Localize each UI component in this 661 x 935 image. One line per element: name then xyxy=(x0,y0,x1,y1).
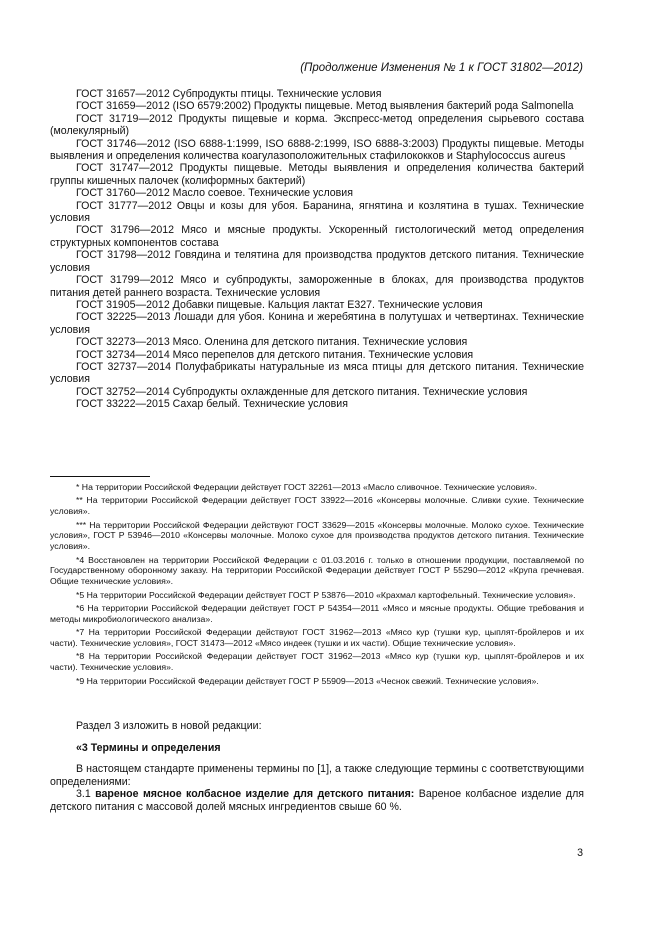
list-item: ГОСТ 31796—2012 Мясо и мясные продукты. Ускоренный гистологический метод определения структурных компонентов состава xyxy=(50,224,584,249)
term-definition xyxy=(50,788,584,813)
list-item: ГОСТ 32273—2013 Мясо. Оленина для детского питания. Технические условия xyxy=(76,336,468,349)
footnote: *7 На территории Российской Федерации действуют ГОСТ 31962—2013 «Мясо кур (тушки кур, цыплят-бройлеров и их части). Технические условия», ГОСТ 31473—2012 «Мясо индеек (тушки и их части). Общие технические условия». xyxy=(50,627,584,648)
list-item: ГОСТ 31777—2012 Овцы и козы для убоя. Баранина, ягнятина и козлятина в тушах. Технические условия xyxy=(50,199,584,225)
term-name: вареное мясное колбасное изделие для детского питания: xyxy=(95,788,415,801)
list-item: ГОСТ 33222—2015 Сахар белый. Технические условия xyxy=(76,398,348,411)
footnote: *6 На территории Российской Федерации действует ГОСТ Р 54354—2011 «Мясо и мясные продукты. Общие требования и методы микробиологического анализа». xyxy=(50,602,584,624)
term-definition-text: Вареное колбасное изделие для детского питания с массовой долей мясных ингредиентов свыше 60 %. xyxy=(50,788,584,813)
list-item: ГОСТ 32734—2014 Мясо перепелов для детского питания. Технические условия xyxy=(76,348,474,361)
section-3 xyxy=(50,720,584,814)
list-item: ГОСТ 31719—2012 Продукты пищевые и корма. Экспресс-метод определения сырьевого состава (молекулярный) xyxy=(50,112,584,138)
section-instruction: Раздел 3 изложить в новой редакции: xyxy=(76,720,262,732)
term-number: 3.1 xyxy=(76,788,91,801)
footnote: * На территории Российской Федерации действует ГОСТ 32261—2013 «Масло сливочное. Технические условия». xyxy=(76,482,538,492)
list-item: ГОСТ 31657—2012 Субпродукты птицы. Технические условия xyxy=(76,88,382,100)
list-item: ГОСТ 31905—2012 Добавки пищевые. Кальция лактат Е327. Технические условия xyxy=(76,298,483,311)
footnote: *4 Восстановлен на территории Российской Федерации с 01.03.2016 г. только в отношении продукции, поставляемой по Государственному оборонному заказу. На территории Российской Федерации действует ГОСТ Р 55290—2012 «Крупа гречневая. Общие технические условия». xyxy=(50,554,584,587)
running-header: (Продолжение Изменения № 1 к ГОСТ 31802—2012) xyxy=(300,62,583,74)
section-intro: В настоящем стандарте применены термины по [1], а также следующие термины с соответствующими определениями: xyxy=(50,763,584,788)
footnote: *5 На территории Российской Федерации действует ГОСТ Р 53876—2010 «Крахмал картофельный. Технические условия». xyxy=(76,589,576,600)
footnote: *** На территории Российской Федерации действуют ГОСТ 33629—2015 «Консервы молочные. Молоко сухое. Технические условия», ГОСТ Р 53946—2010 «Консервы молочные. Молоко сухое для производства продуктов детского питания. Технические условия». xyxy=(50,519,584,552)
list-item: ГОСТ 31760—2012 Масло соевое. Технические условия xyxy=(76,187,353,200)
list-item: ГОСТ 31798—2012 Говядина и телятина для производства продуктов детского питания. Технические условия xyxy=(50,249,584,274)
list-item: ГОСТ 32737—2014 Полуфабрикаты натуральные из мяса птицы для детского питания. Технические условия xyxy=(50,360,584,386)
footnote: ** На территории Российской Федерации действует ГОСТ 33922—2016 «Консервы молочные. Сливки сухие. Технические условия». xyxy=(50,495,584,517)
standards-list xyxy=(50,88,584,411)
list-item: ГОСТ 32225—2013 Лошади для убоя. Конина и жеребятина в полутушах и четвертинах. Технические условия xyxy=(50,311,584,336)
page-number: 3 xyxy=(577,847,583,859)
footnote: *8 На территории Российской Федерации действует ГОСТ 31962—2013 «Мясо кур (тушки кур, цыплят-бройлеров и их части). Технические условия». xyxy=(50,651,584,673)
list-item: ГОСТ 31747—2012 Продукты пищевые. Методы выявления и определения количества бактерий группы кишечных палочек (колиформных бактерий) xyxy=(50,162,584,187)
footnote-divider xyxy=(50,476,150,477)
list-item: ГОСТ 31659—2012 (ISO 6579:2002) Продукты пищевые. Метод выявления бактерий рода Salmonella xyxy=(76,100,574,113)
section-heading: «3 Термины и определения xyxy=(76,741,221,754)
list-item: ГОСТ 31746—2012 (ISO 6888-1:1999, ISO 6888-2:1999, ISO 6888-3:2003) Продукты пищевые. Методы выявления и определения количества коагулазоположительных стафилококков и Staphylococcus aureus xyxy=(50,137,584,163)
footnote: *9 На территории Российской Федерации действует ГОСТ Р 55909—2013 «Чеснок свежий. Технические условия». xyxy=(76,675,539,686)
footnotes xyxy=(50,482,584,689)
list-item: ГОСТ 32752—2014 Субпродукты охлажденные для детского питания. Технические условия xyxy=(76,385,528,398)
list-item: ГОСТ 31799—2012 Мясо и субпродукты, замороженные в блоках, для производства продуктов питания детей раннего возраста. Технические условия xyxy=(50,274,584,299)
